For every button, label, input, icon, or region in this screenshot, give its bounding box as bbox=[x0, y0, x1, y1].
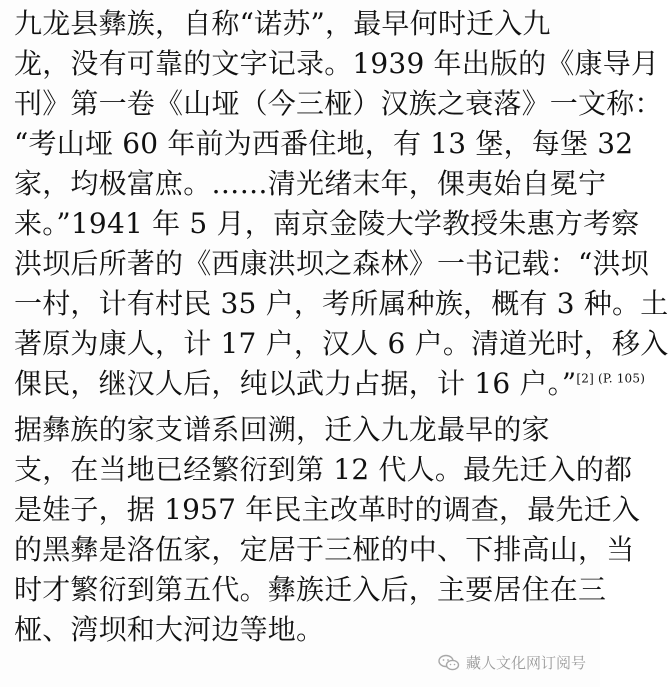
text-line-10 bbox=[14, 364, 646, 404]
wechat-icon bbox=[438, 654, 460, 672]
text-line-10-body: 倮民，继汉人后，纯以武力占据，计 16 户。” bbox=[14, 367, 577, 400]
text-line-8: 一村，计有村民 35 户，考所属种族，概有 3 种。土 bbox=[14, 287, 668, 320]
text-line-11: 据彝族的家支谱系回溯，迁入九龙最早的家 bbox=[14, 413, 550, 446]
text-line-12: 支，在当地已经繁衍到第 12 代人。最先迁入的都 bbox=[14, 453, 633, 486]
text-line-16: 桠、湾坝和大河边等地。 bbox=[14, 613, 325, 646]
watermark bbox=[438, 652, 586, 673]
footnote-reference: [2] (P. 105) bbox=[576, 371, 646, 386]
text-line-2: 龙，没有可靠的文字记录。1939 年出版的《康导月 bbox=[14, 47, 660, 80]
text-line-13: 是娃子，据 1957 年民主改革时的调查，最先迁入 bbox=[14, 493, 641, 526]
text-line-7: 洪坝后所著的《西康洪坝之森林》一书记载：“洪坝 bbox=[14, 247, 649, 280]
text-line-5: 家，均极富庶。……清光绪末年，倮夷始自冕宁 bbox=[14, 167, 607, 200]
text-line-14: 的黑彝是洛伍家，定居于三桠的中、下排高山，当 bbox=[14, 533, 635, 566]
text-line-1: 九龙县彝族，自称“诺苏”，最早何时迁入九 bbox=[14, 7, 551, 40]
watermark-text: 藏人文化网订阅号 bbox=[465, 654, 586, 672]
text-line-4: “考山垭 60 年前为西番住地，有 13 堡，每堡 32 bbox=[14, 127, 634, 160]
text-line-9: 著原为康人，计 17 户，汉人 6 户。清道光时，移入 bbox=[14, 327, 668, 360]
text-line-3: 刊》第一卷《山垭（今三桠）汉族之衰落》一文称： bbox=[14, 87, 663, 120]
text-line-15: 时才繁衍到第五代。彝族迁入后，主要居住在三 bbox=[14, 573, 607, 606]
text-line-6: 来。”1941 年 5 月，南京金陵大学教授朱惠方考察 bbox=[14, 207, 640, 240]
